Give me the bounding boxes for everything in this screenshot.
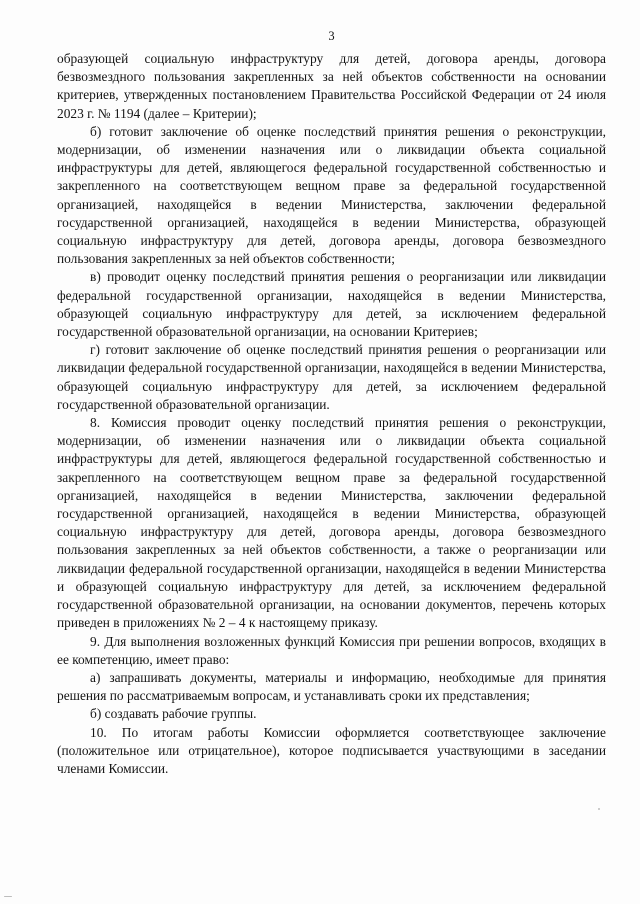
paragraph-item-b: б) готовит заключение об оценке последствий принятия решения о реконструкции, модернизации, об изменении назначения или о ликвидации объекта социальной инфраструктуры для детей, являющегося федеральной государственной собственностью и закрепленного на соответствующем вещном праве за федеральной государственной организацией, находящейся в ведении Министерства, заключении федеральной государственной организацией, находящейся в ведении Министерства, образующей социальную инфраструктуру для детей, договора аренды, договора безвозмездного пользования закрепленных за ней объектов собственности; <box>57 123 606 267</box>
scan-speck <box>598 808 600 810</box>
paragraph-item-v: в) проводит оценку последствий принятия решения о реорганизации или ликвидации федеральной государственной организации, находящейся в ведении Министерства, образующей социальную инфраструктуру для детей, за исключением федеральной государственной образовательной организации, на основании Критериев; <box>57 269 606 340</box>
paragraph-item-g: г) готовит заключение об оценке последствий принятия решения о реорганизации или ликвидации федеральной государственной организации, находящейся в ведении Министерства, образующей социальную инфраструктуру для детей, за исключением федеральной государственной образовательной организации. <box>57 342 606 412</box>
paragraph-section-9: 9. Для выполнения возложенных функций Комиссия при решении вопросов, входящих в ее компетенцию, имеет право: <box>57 633 606 667</box>
paragraph-item-a-request: а) запрашивать документы, материалы и информацию, необходимые для принятия решения по рассматриваемым вопросам, и устанавливать сроки их представления; <box>57 669 606 704</box>
paragraph-section-8: 8. Комиссия проводит оценку последствий принятия решения о реконструкции, модернизации, об изменении назначения или о ликвидации объекта социальной инфраструктуры для детей, являющегося федеральной государственной собственностью и закрепленного на соответствующем вещном праве за федеральной государственной организацией, находящейся в ведении Министерства, заключении федеральной государственной организацией, находящейся в ведении Министерства, образующей социальную инфраструктуру для детей, договора аренды, договора безвозмездного пользования закрепленных за ней объектов собственности, а также о реорганизации или ликвидации федеральной государственной организации, находящейся в ведении Министерства и образующей социальную инфраструктуру для детей, за исключением федеральной государственной образовательной организации, на основании документов, перечень которых приведен в приложениях № 2 – 4 к настоящему приказу. <box>57 415 606 631</box>
paragraph-criteria-continuation: образующей социальную инфраструктуру для детей, договора аренды, договора безвозмездного пользования закрепленных за ней объектов собственности на основании критериев, утвержденных постановлением Правительства Российской Федерации от 24 июля 2023 г. № 1194 (далее – Критерии); <box>57 51 606 121</box>
page-number: 3 <box>328 29 335 43</box>
scan-speck <box>4 896 12 897</box>
paragraph-item-b-working-groups: б) создавать рабочие группы. <box>90 706 257 722</box>
paragraph-section-10: 10. По итогам работы Комиссии оформляется соответствующее заключение (положительное или отрицательное), которое подписывается участвующими в заседании членами Комиссии. <box>57 724 606 776</box>
